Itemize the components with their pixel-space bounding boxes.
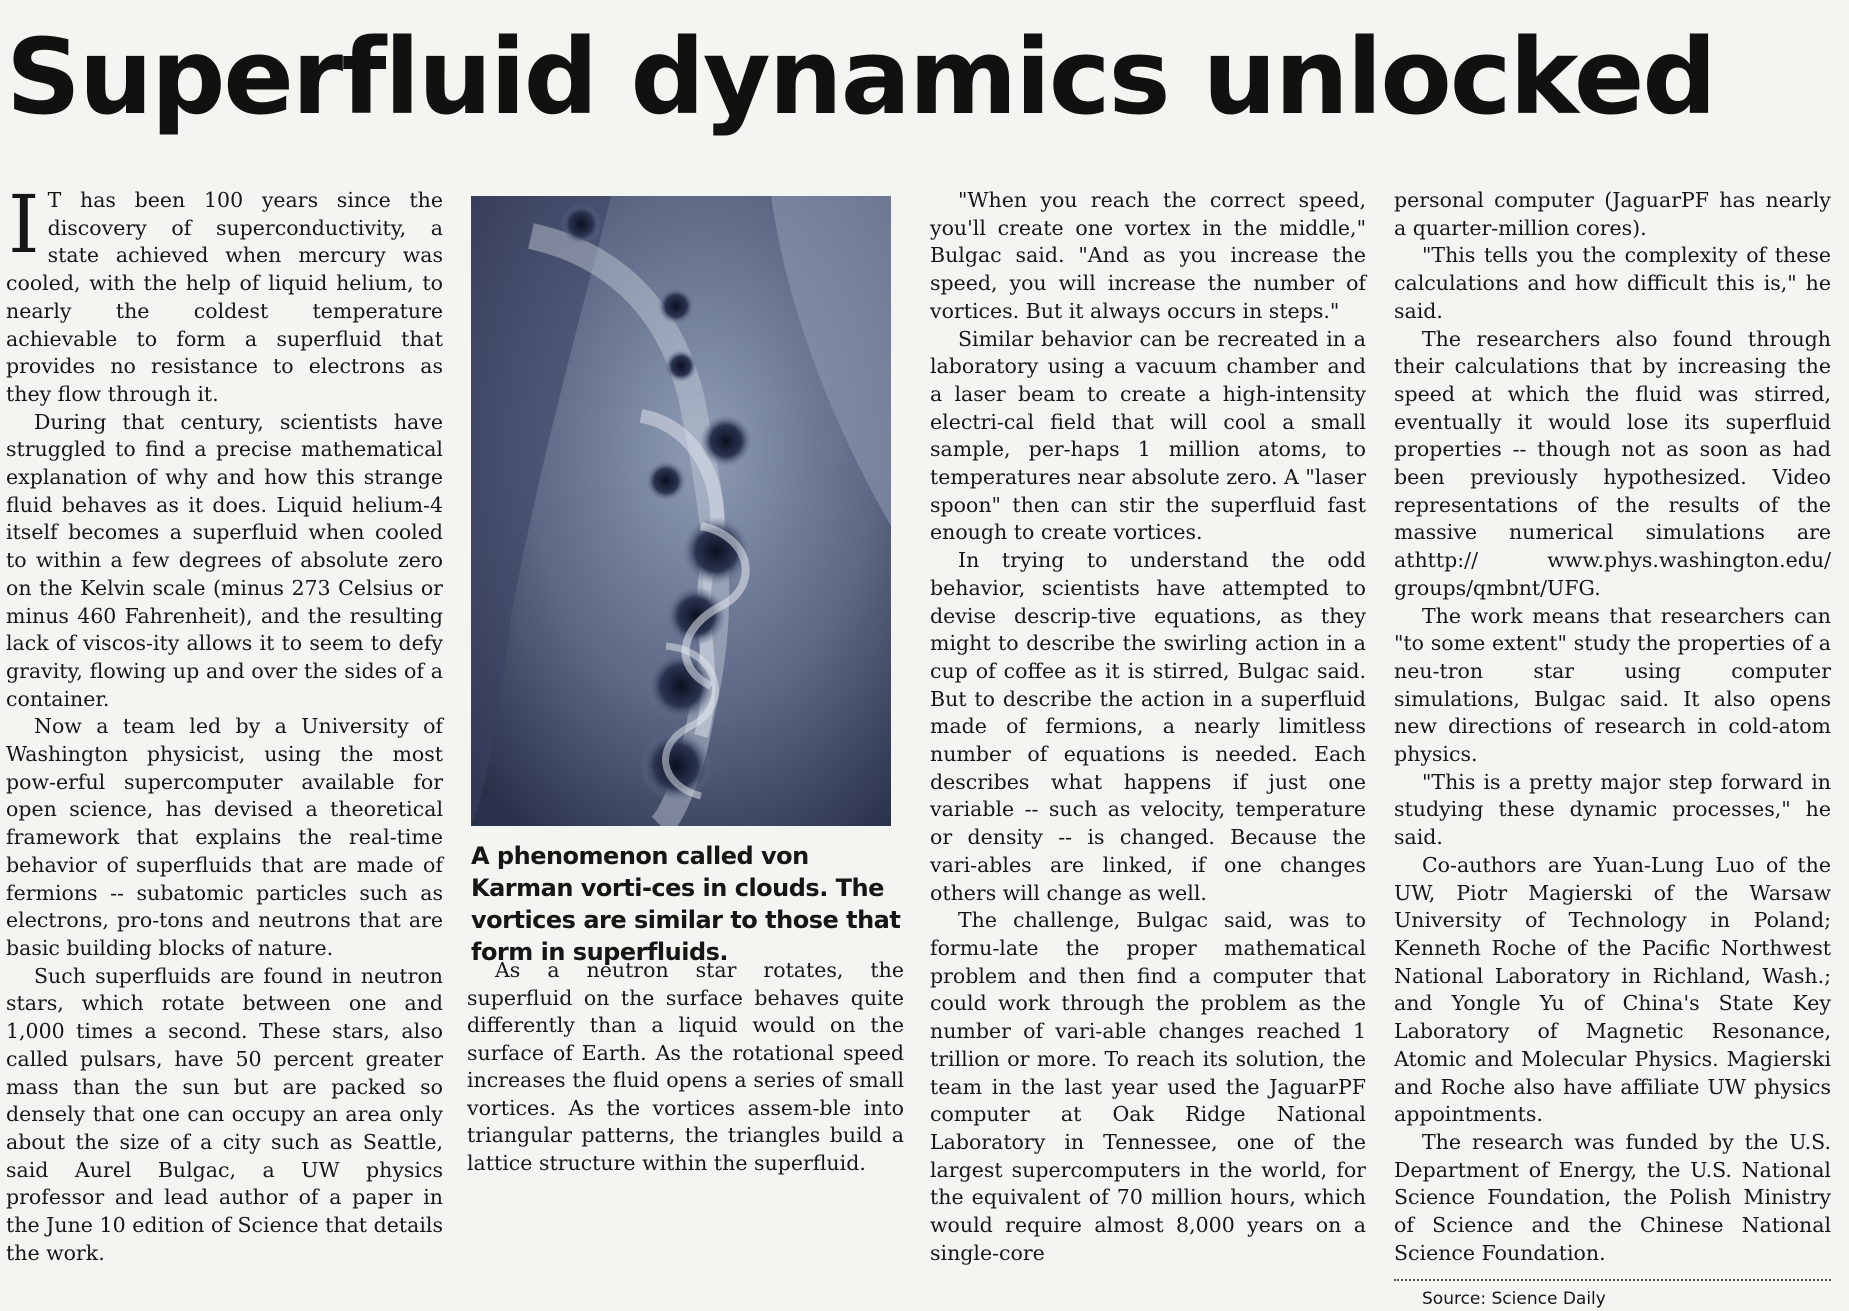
article-column-2 xyxy=(467,957,904,1177)
paragraph: personal computer (JaguarPF has nearly a quarter-million cores). xyxy=(1394,188,1831,240)
paragraph: Similar behavior can be recreated in a laboratory using a vacuum chamber and a laser beam to create a high-intensity electri-cal field that will cool a small sample, per-haps 1 million atoms, to temperatures near absolute zero. A "laser spoon" then can stir the superfluid fast enough to create vortices. xyxy=(930,326,1366,545)
paragraph: Co-authors are Yuan-Lung Luo of the UW, Piotr Magierski of the Warsaw University of Technology in Poland; Kenneth Roche of the Pacific Northwest National Laboratory in Richland, Wash.; and Yongle Yu of China's State Key Laboratory of Magnetic Resonance, Atomic and Molecular Physics. Magierski and Roche also have affiliate UW physics appointments. xyxy=(1394,852,1831,1127)
paragraph: During that century, scientists have struggled to find a precise mathematical explanation of why and how this strange fluid behaves as it does. Liquid helium-4 itself becomes a superfluid when cooled to within a few degrees of absolute zero on the Kelvin scale (minus 273 Celsius or minus 460 Fahrenheit), and the resulting lack of viscos-ity allows it to seem to defy gravity, flowing up and over the sides of a container. xyxy=(6,409,443,711)
article-column-3 xyxy=(930,187,1366,1267)
paragraph: In trying to understand the odd behavior, scientists have attempted to devise descrip-tive equations, as they might to describe the swirling action in a cup of coffee as it is stirred, Bulgac said. But to describe the action in a superfluid made of fermions, a nearly limitless number of equations is needed. Each describes what happens if just one variable -- such as velocity, temperature or density -- is changed. Because the vari-ables are linked, if one changes others will change as well. xyxy=(930,548,1366,905)
photo-caption: A phenomenon called von Karman vorti-ces in clouds. The vortices are similar to those that form in superfluids. xyxy=(471,842,901,966)
paragraph: "When you reach the correct speed, you'll create one vortex in the middle," Bulgac said. "And as you increase the speed, you will increase the number of vortices. But it always occurs in steps." xyxy=(930,188,1366,323)
headline: Superfluid dynamics unlocked xyxy=(6,16,1715,138)
paragraph: The work means that researchers can "to some extent" study the properties of a neu-tron star using computer simulations, Bulgac said. It also opens new directions of research in cold-atom physics. xyxy=(1394,603,1831,767)
paragraph-text: T has been 100 years since the discovery of superconductivity, a state achieved when mercury was cooled, with the help of liquid helium, to nearly the coldest temperature achievable to form a superfluid that provides no resistance to electrons as they flow through it. xyxy=(6,188,443,406)
paragraph: Now a team led by a University of Washington physicist, using the most pow-erful supercomputer available for open science, has devised a theoretical framework that explains the real-time behavior of superfluids that are made of fermions -- subatomic particles such as electrons, pro-tons and neutrons that are basic building blocks of nature. xyxy=(6,714,443,960)
drop-cap: I xyxy=(8,178,40,271)
first-paragraph xyxy=(6,178,443,409)
article-column-1 xyxy=(6,178,443,1267)
paragraph: As a neutron star rotates, the superfluid on the surface behaves quite differently than a liquid would on the surface of Earth. As the rotational speed increases the fluid opens a series of small vortices. As the vortices assem-ble into triangular patterns, the triangles build a lattice structure within the superfluid. xyxy=(467,958,904,1175)
source-divider xyxy=(1394,1279,1831,1311)
source-credit: Source: Science Daily xyxy=(1422,1289,1606,1310)
paragraph: Such superfluids are found in neutron stars, which rotate between one and 1,000 times a second. These stars, also called pulsars, have 50 percent greater mass than the sun but are packed so densely that one can occupy an area only about the size of a city such as Seattle, said Aurel Bulgac, a UW physics professor and lead author of a paper in the June 10 edition of Science that details the work. xyxy=(6,963,443,1265)
paragraph: The challenge, Bulgac said, was to formu-late the proper mathematical problem and then find a computer that could work through the problem as the number of vari-able changes reached 1 trillion or more. To reach its solution, the team in the last year used the JaguarPF computer at Oak Ridge National Laboratory in Tennessee, one of the largest supercomputers in the world, for the equivalent of 70 million hours, which would require almost 8,000 years on a single-core xyxy=(930,908,1366,1265)
paragraph: "This tells you the complexity of these calculations and how difficult this is," he said. xyxy=(1394,243,1831,323)
paragraph: The research was funded by the U.S. Department of Energy, the U.S. National Science Foundation, the Polish Ministry of Science and the Chinese National Science Foundation. xyxy=(1394,1129,1831,1265)
cloud-vortices-photo xyxy=(471,196,891,826)
paragraph: The researchers also found through their calculations that by increasing the speed at which the fluid was stirred, eventually it would lose its superfluid properties -- though not as soon as had been previously hypothesized. Video representations of the results of the massive numerical simulations are athttp:// www.phys.washington.edu/ groups/qmbnt/UFG. xyxy=(1394,326,1831,600)
paragraph: "This is a pretty major step forward in studying these dynamic processes," he said. xyxy=(1394,769,1831,850)
article-column-4 xyxy=(1394,187,1831,1311)
